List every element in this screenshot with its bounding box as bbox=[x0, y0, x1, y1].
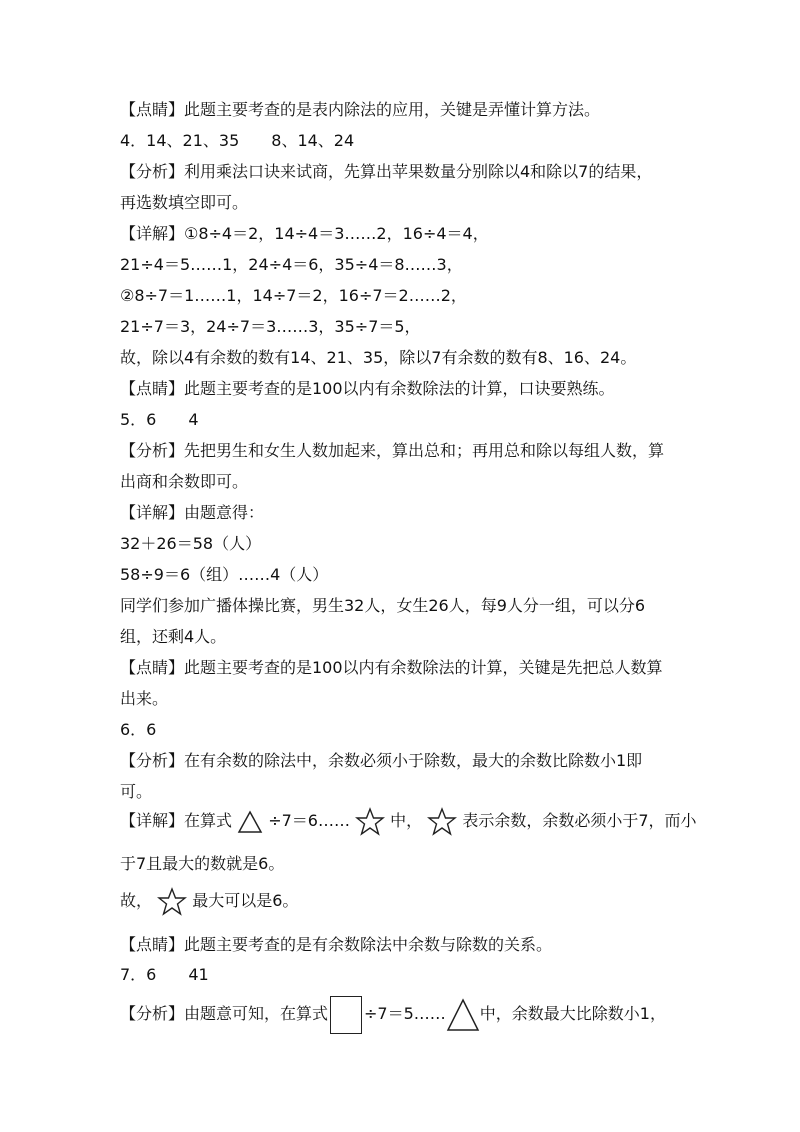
text-line: 【分析】先把男生和女生人数加起来，算出总和；再用总和除以每组人数，算 bbox=[120, 441, 665, 460]
text-line: 21÷7＝3，24÷7＝3……3，35÷7＝5， bbox=[120, 317, 421, 336]
text-line: 【点睛】此题主要考查的是有余数除法中余数与除数的关系。 bbox=[120, 935, 553, 954]
star-icon bbox=[355, 807, 385, 837]
text-line: 【点睛】此题主要考查的是100以内有余数除法的计算，口诀要熟练。 bbox=[120, 379, 615, 398]
triangle-icon bbox=[237, 810, 263, 834]
triangle-icon bbox=[446, 997, 480, 1033]
text-line: 同学们参加广播体操比赛，男生32人，女生26人，每9人分一组，可以分6 bbox=[120, 596, 646, 615]
text-line: 组，还剩4人。 bbox=[120, 627, 227, 646]
text-line: ②8÷7＝1……1，14÷7＝2，16÷7＝2……2， bbox=[120, 286, 467, 305]
text-line: 21÷4＝5……1，24÷4＝6，35÷4＝8……3， bbox=[120, 255, 463, 274]
text-line: 【分析】利用乘法口诀来试商，先算出苹果数量分别除以4和除以7的结果， bbox=[120, 162, 653, 181]
square-box-icon bbox=[330, 996, 362, 1034]
q7-analysis-prefix: 【分析】由题意可知，在算式 bbox=[120, 1004, 329, 1023]
text-line: 5．6 4 bbox=[120, 410, 199, 429]
text-line: 【分析】在有余数的除法中，余数必须小于除数，最大的余数比除数小1即 bbox=[120, 751, 643, 770]
q6-detail-mid: ÷7＝6…… bbox=[268, 811, 350, 830]
q6-detail-prefix: 【详解】在算式 bbox=[120, 811, 233, 830]
q7-analysis-line bbox=[120, 992, 666, 1036]
text-line: 于7且最大的数就是6。 bbox=[120, 854, 285, 873]
q7-analysis-mid: ÷7＝5…… bbox=[364, 1004, 446, 1023]
text-line: 7．6 41 bbox=[120, 965, 209, 984]
text-line: 6．6 bbox=[120, 720, 157, 739]
text-line: 【点睛】此题主要考查的是100以内有余数除法的计算，关键是先把总人数算 bbox=[120, 658, 663, 677]
q6-detail-line bbox=[120, 804, 697, 838]
q6-detail-suffix2: 表示余数，余数必须小于7，而小 bbox=[462, 811, 697, 830]
text-line: 故，除以4有余数的数有14、21、35，除以7有余数的数有8、16、24。 bbox=[120, 348, 637, 367]
star-icon bbox=[427, 807, 457, 837]
text-line: 出来。 bbox=[120, 689, 169, 708]
text-line: 可。 bbox=[120, 782, 153, 801]
q6-conclusion-suffix: 最大可以是6。 bbox=[192, 891, 299, 910]
q6-conclusion-prefix: 故， bbox=[120, 891, 153, 910]
text-line: 58÷9＝6（组）……4（人） bbox=[120, 565, 329, 584]
q7-analysis-suffix: 中，余数最大比除数小1， bbox=[479, 1004, 666, 1023]
text-line: 出商和余数即可。 bbox=[120, 472, 249, 491]
text-line: 【点睛】此题主要考查的是表内除法的应用，关键是弄懂计算方法。 bbox=[120, 100, 601, 119]
text-line: 再选数填空即可。 bbox=[120, 193, 249, 212]
star-icon bbox=[157, 887, 187, 917]
text-line: 【详解】①8÷4＝2，14÷4＝3……2，16÷4＝4， bbox=[120, 224, 489, 243]
q6-detail-suffix1: 中， bbox=[390, 811, 423, 830]
text-line: 【详解】由题意得： bbox=[120, 503, 265, 522]
q6-conclusion-line bbox=[120, 884, 298, 918]
text-line: 32＋26＝58（人） bbox=[120, 534, 262, 553]
text-line: 4．14、21、35 8、14、24 bbox=[120, 131, 355, 150]
